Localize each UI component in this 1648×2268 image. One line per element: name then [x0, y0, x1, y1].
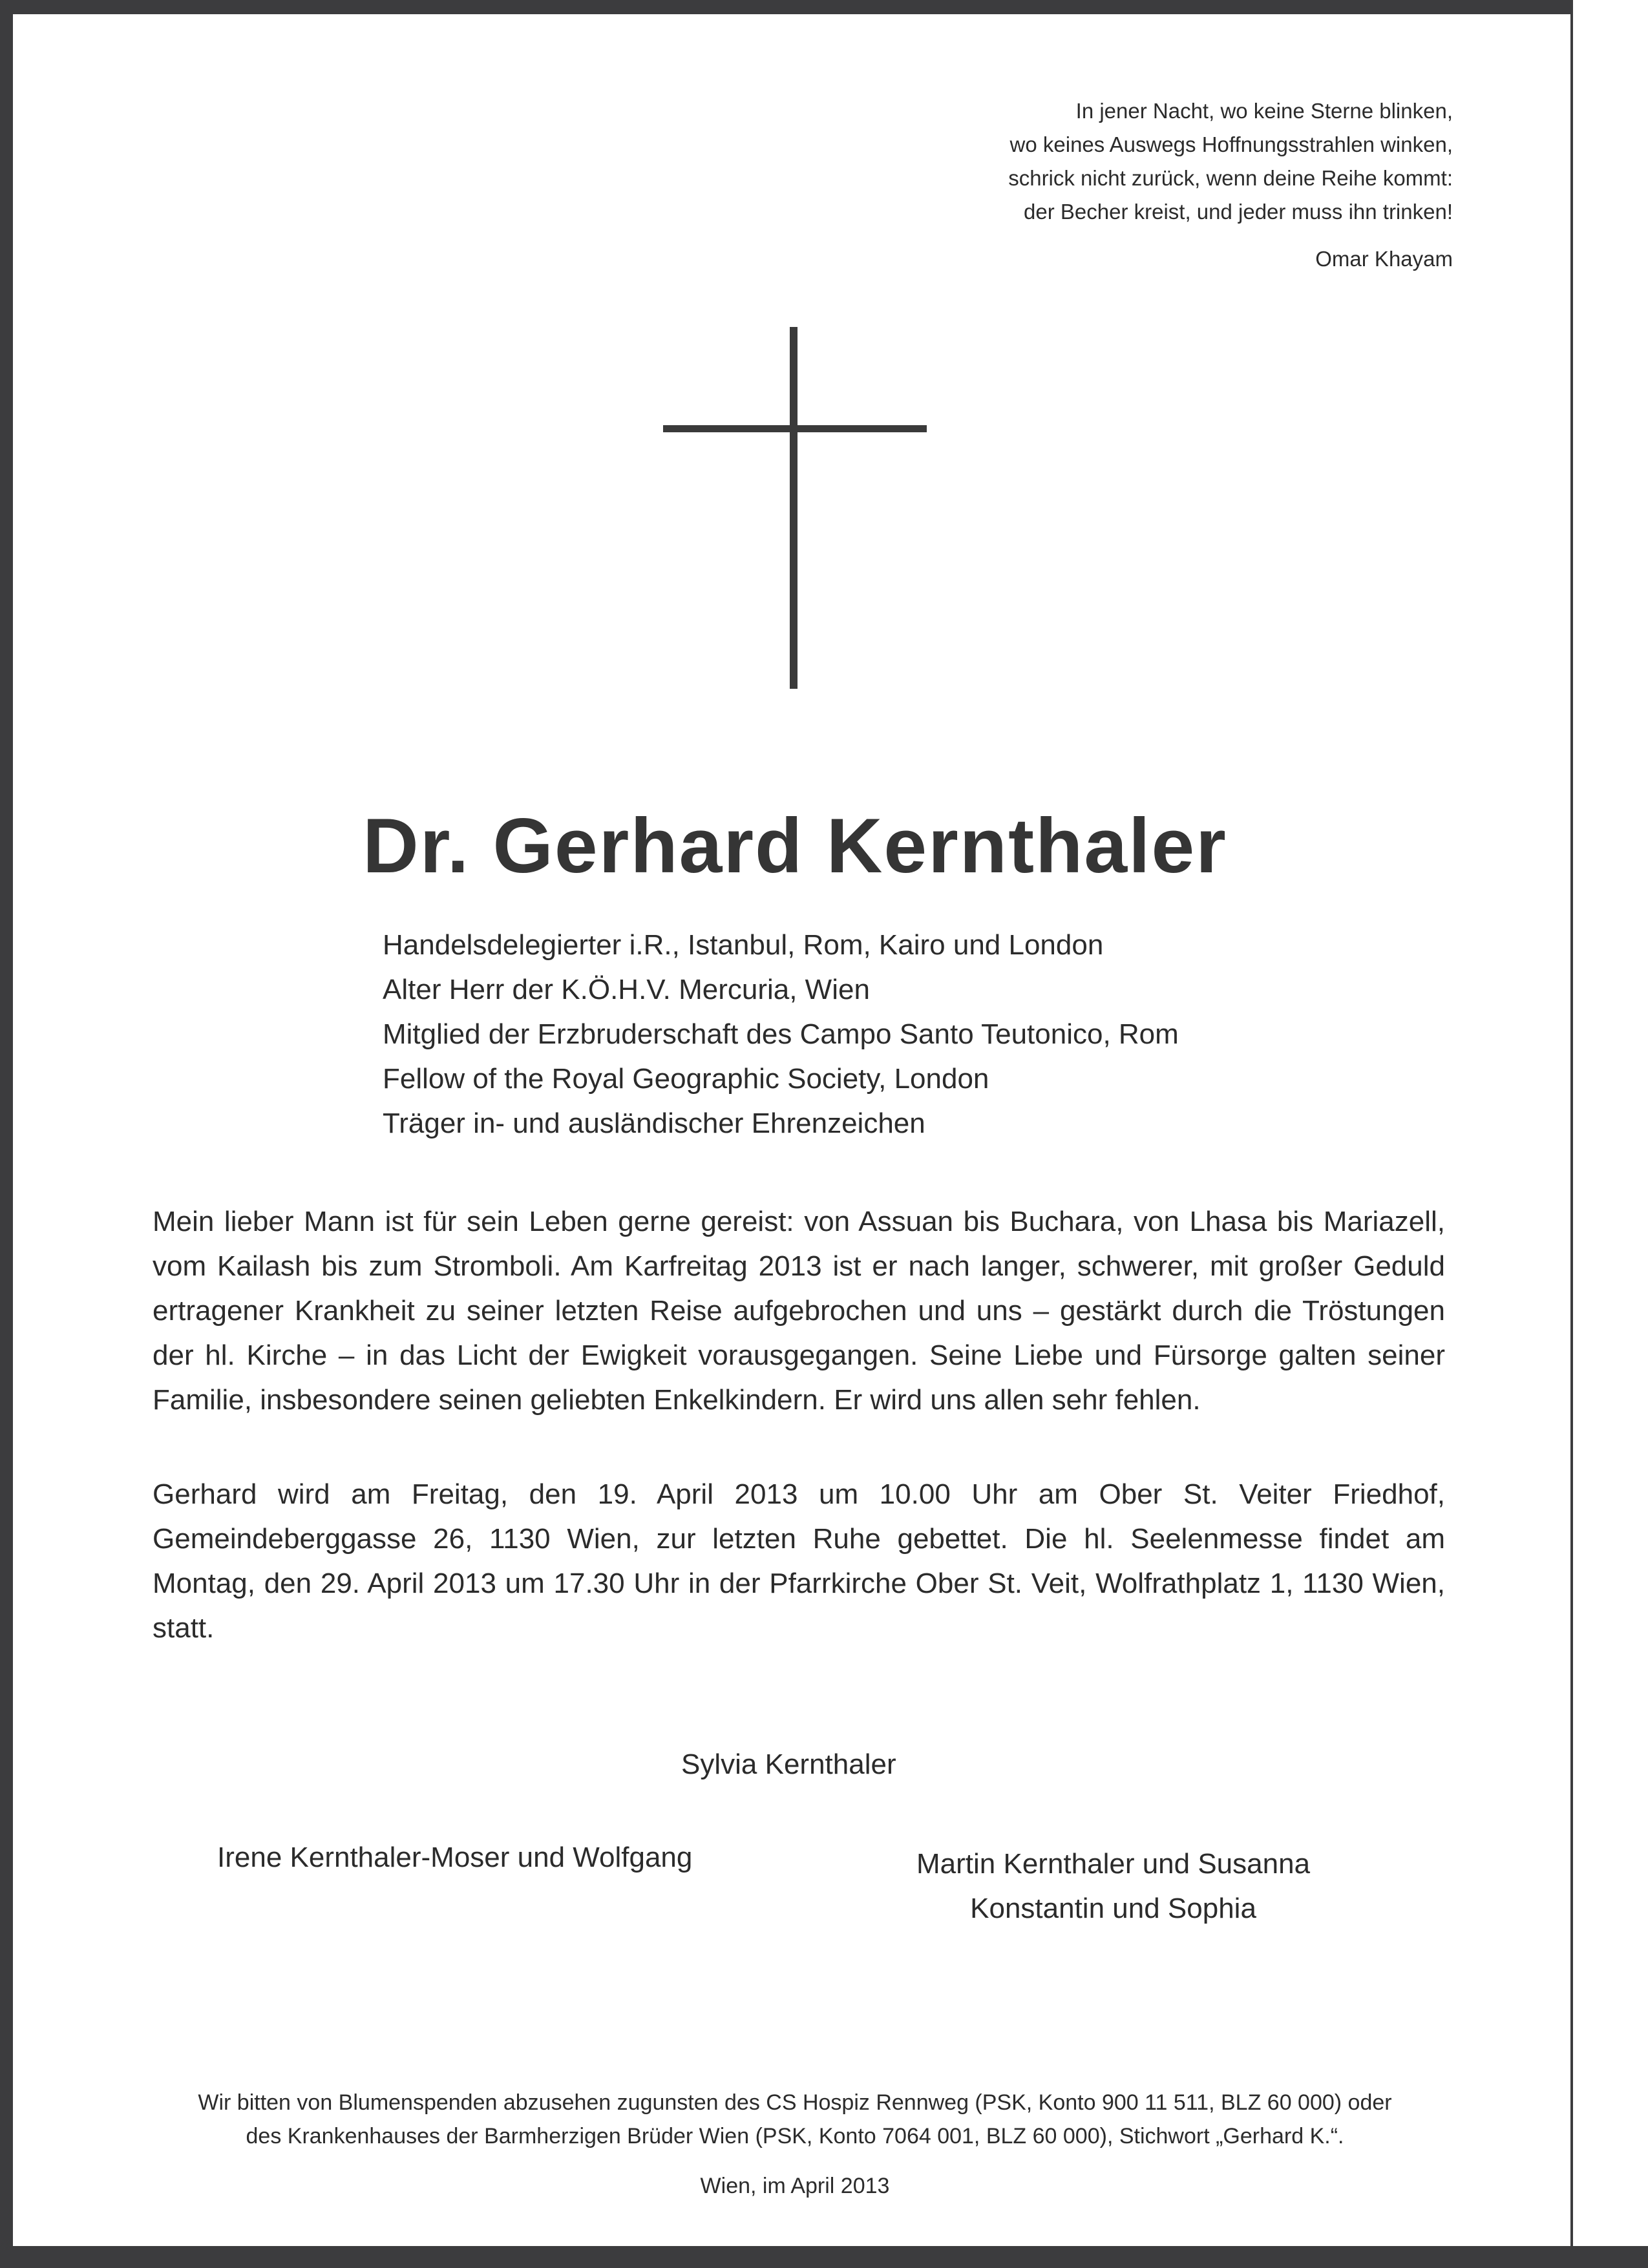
place-date: Wien, im April 2013	[700, 2174, 890, 2198]
signature-family-left: Irene Kernthaler-Moser und Wolfgang	[217, 1842, 693, 1873]
donation-line: Wir bitten von Blumenspenden abzusehen zugunsten des CS Hospiz Rennweg (PSK, Konto 900 11 511, BLZ 60 000) oder	[198, 2090, 1392, 2115]
deceased-titles	[383, 923, 1179, 1146]
poem-line: wo keines Auswegs Hoffnungsstrahlen winken,	[1009, 132, 1453, 156]
title-item: Fellow of the Royal Geographic Society, London	[383, 1063, 989, 1095]
deceased-name: Dr. Gerhard Kernthaler	[363, 803, 1227, 889]
mourning-border-top	[0, 0, 1648, 14]
poem-quote	[1008, 94, 1453, 229]
title-item: Träger in- und ausländischer Ehrenzeichen	[383, 1108, 925, 1139]
poem-line: schrick nicht zurück, wenn deine Reihe kommt:	[1008, 166, 1453, 190]
poem-line: der Becher kreist, und jeder muss ihn trinken!	[1024, 200, 1453, 224]
poem-author: Omar Khayam	[1315, 247, 1453, 271]
title-item: Handelsdelegierter i.R., Istanbul, Rom, Kairo und London	[383, 929, 1104, 961]
funeral-details-paragraph: Gerhard wird am Freitag, den 19. April 2013 um 10.00 Uhr am Ober St. Veiter Friedhof, Gemeindeberggasse 26, 1130 Wien, zur letzten Ruhe gebettet. Die hl. Seelenmesse findet am Montag, den 29. April 2013 um 17.30 Uhr in der Pfarrkirche Ober St. Veit, Wolfrathplatz 1, 1130 Wien, statt.	[153, 1478, 1445, 1644]
signature-line: Konstantin und Sophia	[970, 1893, 1256, 1924]
poem-line: In jener Nacht, wo keine Sterne blinken,	[1075, 99, 1453, 123]
title-item: Mitglied der Erzbruderschaft des Campo Santo Teutonico, Rom	[383, 1018, 1179, 1050]
signature-spouse: Sylvia Kernthaler	[681, 1748, 896, 1780]
memorial-paragraph: Mein lieber Mann ist für sein Leben gerne gereist: von Assuan bis Buchara, von Lhasa bis Mariazell, vom Kailash bis zum Stromboli. Am Karfreitag 2013 ist er nach langer, schwerer, mit großer Geduld ertragener Krankheit zu seiner letzten Reise aufgebrochen und uns – gestärkt durch die Tröstungen der hl. Kirche – in das Licht der Ewigkeit vorausgegangen. Seine Liebe und Fürsorge galten seiner Familie, insbesondere seinen geliebten Enkelkindern. Er wird uns allen sehr fehlen.	[153, 1206, 1445, 1416]
mourning-border-bottom	[0, 2246, 1648, 2268]
mourning-border-right	[1570, 0, 1648, 2268]
title-item: Alter Herr der K.Ö.H.V. Mercuria, Wien	[383, 974, 870, 1005]
mourning-border-left	[0, 0, 13, 2268]
donation-request	[0, 2086, 1590, 2153]
donation-line: des Krankenhauses der Barmherzigen Brüder Wien (PSK, Konto 7064 001, BLZ 60 000), Stichwort „Gerhard K.“.	[246, 2124, 1344, 2148]
signature-family-right	[916, 1842, 1310, 1931]
signature-line: Martin Kernthaler und Susanna	[916, 1848, 1311, 1880]
cross-horizontal-bar	[663, 425, 927, 432]
cross-vertical-bar	[790, 327, 798, 689]
